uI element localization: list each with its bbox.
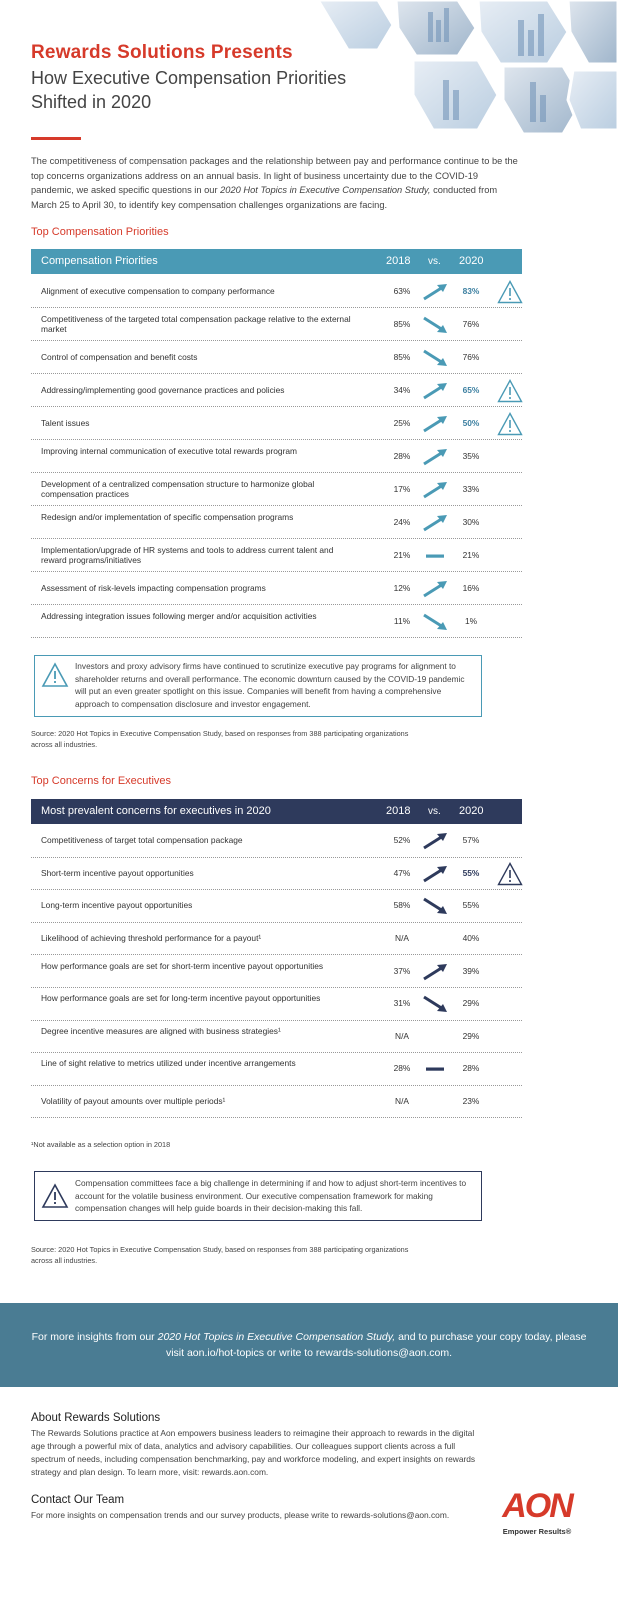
trend-down-arrow-icon (420, 315, 450, 335)
value-2018: 21% (393, 549, 411, 560)
warning-icon (497, 412, 523, 436)
row-label: Long-term incentive payout opportunities (41, 900, 193, 911)
value-2018: 85% (393, 351, 411, 362)
aon-tagline: Empower Results® (502, 1527, 572, 1536)
trend-down-arrow-icon (420, 994, 450, 1014)
header-year-2020: 2020 (459, 255, 484, 267)
table-row (31, 374, 522, 407)
table-row (31, 605, 522, 638)
row-label: Alignment of executive compensation to company performance (41, 285, 275, 296)
table-row (31, 1086, 522, 1119)
value-2018: 52% (393, 835, 411, 846)
contact-title: Contact Our Team (31, 1494, 125, 1506)
row-label: Implementation/upgrade of HR systems and tools to address current talent and reward programs/initiatives (41, 544, 334, 565)
page-title: How Executive Compensation Priorities Shifted in 2020 (31, 68, 347, 112)
concerns-section-title: Top Concerns for Executives (31, 775, 172, 787)
value-2018: 34% (393, 384, 411, 395)
value-2018: 25% (393, 417, 411, 428)
warning-icon (497, 379, 523, 403)
value-2020: 76% (462, 351, 480, 362)
table-row (31, 572, 522, 605)
intro-paragraph: The competitiveness of compensation packages and the relationship between pay and performance continue to be the top concerns organizations address on an annual basis. In light of business uncertainty due to the COVID-19 pandemic, we asked specific questions in our 2020 Hot Topics in Executive Compensation Study, conducted from March 25 to April 30, to identify key compensation challenges organizations are facing. (31, 156, 518, 210)
value-2020: 50% (462, 417, 480, 428)
row-label: Control of compensation and benefit costs (41, 351, 198, 362)
trend-up-arrow-icon (420, 962, 450, 982)
table-row (31, 890, 522, 923)
table-row (31, 473, 522, 506)
value-2020: 28% (462, 1063, 480, 1074)
trend-down-arrow-icon (420, 348, 450, 368)
trend-up-arrow-icon (420, 831, 450, 851)
value-2020: 76% (462, 318, 480, 329)
value-2020: 39% (462, 965, 480, 976)
title-divider (31, 137, 81, 140)
table-row (31, 923, 522, 956)
trend-up-arrow-icon (420, 480, 450, 500)
value-2020: 16% (462, 582, 480, 593)
concerns-header-label: Most prevalent concerns for executives in 2020 (41, 805, 271, 817)
value-2020: 1% (464, 615, 478, 626)
warning-icon (41, 662, 69, 688)
trend-up-arrow-icon (420, 864, 450, 884)
value-2020: 29% (462, 998, 480, 1009)
value-2018: 47% (393, 867, 411, 878)
row-label: Addressing integration issues following merger and/or acquisition activities (41, 610, 317, 621)
row-label: Development of a centralized compensation structure to harmonize global compensation practices (41, 478, 315, 499)
priorities-header-label: Compensation Priorities (41, 255, 158, 267)
row-label: Redesign and/or implementation of specific compensation programs (41, 511, 294, 522)
svg-text:AON: AON (502, 1487, 572, 1525)
warning-icon (497, 280, 523, 304)
value-2018: 28% (393, 1063, 411, 1074)
value-2018: N/A (395, 1096, 409, 1107)
header-vs: vs. (428, 806, 441, 817)
row-label: Talent issues (41, 417, 90, 428)
value-2020: 29% (462, 1030, 480, 1041)
table-row (31, 988, 522, 1021)
row-label: Short-term incentive payout opportunities (41, 867, 194, 878)
header-year-2018: 2018 (386, 805, 411, 817)
row-label: Line of sight relative to metrics utilized under incentive arrangements (41, 1058, 296, 1069)
warning-icon (497, 862, 523, 886)
contact-text: For more insights on compensation trends and our survey products, please write to rewards-solutions@aon.com. (31, 1510, 450, 1520)
trend-up-arrow-icon (420, 414, 450, 434)
trend-flat-icon (420, 546, 450, 566)
row-label: Competitiveness of the targeted total compensation package relative to the external market (41, 313, 351, 334)
trend-up-arrow-icon (420, 381, 450, 401)
header-vs: vs. (428, 256, 441, 267)
trend-down-arrow-icon (420, 612, 450, 632)
cta-banner (0, 1303, 618, 1387)
value-2020: 83% (462, 285, 480, 296)
value-2020: 33% (462, 483, 480, 494)
value-2018: 12% (393, 582, 411, 593)
cta-banner-text: For more insights from our 2020 Hot Topics in Executive Compensation Study, and to purchase your copy today, please visit aon.io/hot-topics or write to rewards-solutions@aon.com. (31, 1331, 587, 1359)
value-2018: 31% (393, 998, 411, 1009)
priorities-section-title: Top Compensation Priorities (31, 226, 169, 238)
value-2020: 57% (462, 835, 480, 846)
table-row (31, 341, 522, 374)
trend-up-arrow-icon (420, 579, 450, 599)
value-2018: N/A (395, 933, 409, 944)
warning-icon (41, 1183, 69, 1209)
table-row (31, 539, 522, 572)
value-2018: 17% (393, 483, 411, 494)
value-2020: 55% (462, 867, 480, 878)
value-2020: 65% (462, 384, 480, 395)
value-2018: 11% (393, 615, 411, 626)
concerns-source: Source: 2020 Hot Topics in Executive Compensation Study, based on responses from 388 participating organizations across all industries. (31, 1245, 409, 1265)
header-year-2018: 2018 (386, 255, 411, 267)
priorities-callout (34, 655, 482, 717)
row-label: How performance goals are set for short-term incentive payout opportunities (41, 960, 324, 971)
row-label: Improving internal communication of executive total rewards program (41, 445, 298, 456)
table-row (31, 955, 522, 988)
row-label: Assessment of risk-levels impacting compensation programs (41, 582, 266, 593)
row-label: Likelihood of achieving threshold performance for a payout¹ (41, 933, 262, 944)
row-label: Competitiveness of target total compensation package (41, 835, 243, 846)
table-row (31, 506, 522, 539)
value-2018: 85% (393, 318, 411, 329)
value-2018: N/A (395, 1030, 409, 1041)
priorities-table-header (31, 249, 522, 274)
table-row (31, 440, 522, 473)
value-2018: 37% (393, 965, 411, 976)
row-label: How performance goals are set for long-term incentive payout opportunities (41, 993, 321, 1004)
trend-up-arrow-icon (420, 513, 450, 533)
row-label: Degree incentive measures are aligned with business strategies¹ (41, 1025, 281, 1036)
concerns-table-header (31, 799, 522, 824)
value-2020: 23% (462, 1096, 480, 1107)
value-2018: 28% (393, 450, 411, 461)
concerns-callout (34, 1171, 482, 1221)
title-presents: Rewards Solutions Presents (31, 42, 293, 63)
trend-up-arrow-icon (420, 282, 450, 302)
about-title: About Rewards Solutions (31, 1412, 161, 1424)
priorities-source: Source: 2020 Hot Topics in Executive Compensation Study, based on responses from 388 participating organizations across all industries. (31, 729, 409, 749)
concerns-callout-text: Compensation committees face a big challenge in determining if and how to adjust short-term incentives to account for the volatile business environment. Our executive compensation framework for making compensation changes will help guide boards in their decision-making this fall. (75, 1178, 467, 1213)
row-label: Addressing/implementing good governance practices and policies (41, 384, 285, 395)
value-2020: 40% (462, 933, 480, 944)
value-2018: 58% (393, 900, 411, 911)
value-2018: 24% (393, 516, 411, 527)
value-2020: 35% (462, 450, 480, 461)
table-row (31, 1053, 522, 1086)
value-2020: 21% (462, 549, 480, 560)
value-2020: 30% (462, 516, 480, 527)
table-row (31, 407, 522, 440)
priorities-callout-text: Investors and proxy advisory firms have continued to scrutinize executive pay programs for alignment to shareholder returns and overall performance. The economic downturn caused by the COVID-19 pandemic will put an even greater spotlight on this issue. Companies will benefit from having a comprehensive approach to compensation disclosure and investor engagement. (75, 661, 465, 709)
header-year-2020: 2020 (459, 805, 484, 817)
table-row (31, 825, 522, 858)
row-label: Volatility of payout amounts over multiple periods¹ (41, 1096, 226, 1107)
table-row (31, 1021, 522, 1054)
table-row (31, 275, 522, 308)
trend-down-arrow-icon (420, 896, 450, 916)
about-text: The Rewards Solutions practice at Aon empowers business leaders to reimagine their approach to rewards in the digital age through a powerful mix of data, analytics and advisory capabilities. Our colleagues support clients across a full spectrum of needs, including compensation benchmarking, pay and workforce modeling, and expert insights on rewards strategy and plan design. To learn more, visit: rewards.aon.com. (31, 1428, 476, 1477)
trend-up-arrow-icon (420, 447, 450, 467)
trend-flat-icon (420, 1059, 450, 1079)
concerns-footnote: ¹Not available as a selection option in 2018 (31, 1140, 171, 1149)
value-2018: 63% (393, 285, 411, 296)
table-row (31, 858, 522, 891)
table-row (31, 308, 522, 341)
aon-logo (492, 1483, 582, 1525)
value-2020: 55% (462, 900, 480, 911)
